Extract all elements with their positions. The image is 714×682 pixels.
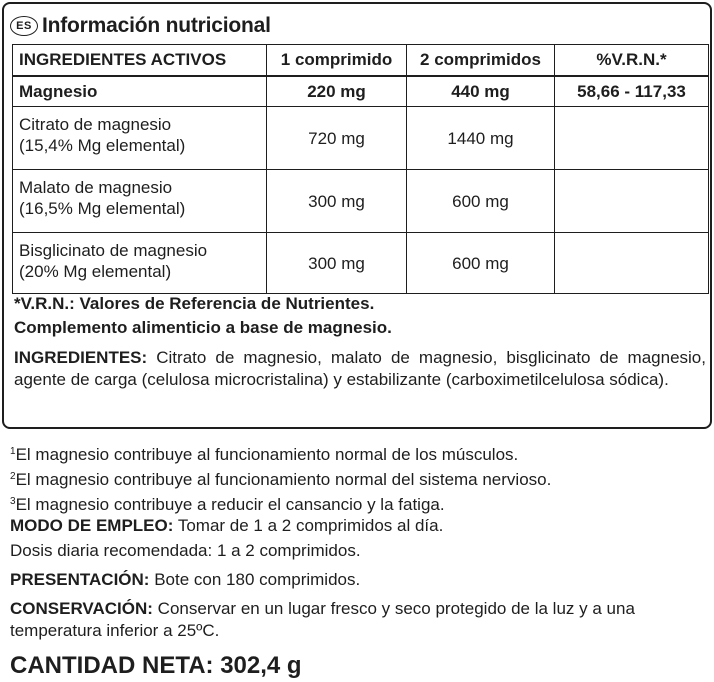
claim-text: El magnesio contribuye al funcionamiento normal del sistema nervioso. <box>15 470 552 489</box>
claim-item <box>10 441 551 466</box>
daily-dose: Dosis diaria recomendada: 1 a 2 comprimidos. <box>10 541 361 560</box>
vrn-percent: 58,66 - 117,33 <box>555 76 709 107</box>
ingredient-detail-line: (16,5% Mg elemental) <box>19 199 186 218</box>
claim-number: 2 <box>10 471 16 482</box>
presentation-text: Bote con 180 comprimidos. <box>149 570 361 589</box>
panel-header <box>10 12 271 40</box>
table-header-row <box>13 45 709 76</box>
language-badge: ES <box>10 16 38 36</box>
health-claims <box>10 441 551 516</box>
panel-title: Información nutricional <box>42 14 271 37</box>
conservation-label: CONSERVACIÓN: <box>10 599 153 618</box>
dose-two-tablets: 1440 mg <box>407 107 555 170</box>
claim-item <box>10 491 551 516</box>
ingredient-name <box>13 107 267 170</box>
column-header: 1 comprimido <box>267 45 407 76</box>
ingredient-detail-line: (20% Mg elemental) <box>19 262 172 281</box>
vrn-percent <box>555 107 709 170</box>
presentation-label: PRESENTACIÓN: <box>10 570 150 589</box>
ingredient-name-line: Bisglicinato de magnesio <box>19 241 208 260</box>
ingredient-name-line: Citrato de magnesio <box>19 115 172 134</box>
ingredients-paragraph <box>14 347 706 391</box>
ingredient-name: Magnesio <box>13 76 267 107</box>
table-row <box>13 170 709 233</box>
usage-instructions <box>10 515 443 537</box>
vrn-percent <box>555 170 709 233</box>
table-row <box>13 76 709 107</box>
ingredient-detail-line: (15,4% Mg elemental) <box>19 136 186 155</box>
vrn-definition: *V.R.N.: Valores de Referencia de Nutrientes. <box>14 294 375 313</box>
presentation-info <box>10 569 360 591</box>
table-row <box>13 107 709 170</box>
dose-one-tablet: 720 mg <box>267 107 407 170</box>
claim-text: El magnesio contribuye a reducir el cansancio y la fatiga. <box>15 495 445 514</box>
claim-number: 1 <box>10 446 16 457</box>
column-header: 2 comprimidos <box>407 45 555 76</box>
dose-two-tablets: 440 mg <box>407 76 555 107</box>
supplement-statement: Complemento alimenticio a base de magnesio. <box>14 318 392 337</box>
dose-one-tablet: 300 mg <box>267 170 407 233</box>
dose-two-tablets: 600 mg <box>407 233 555 294</box>
table-row <box>13 233 709 294</box>
ingredients-text: Citrato de magnesio, malato de magnesio, bisglicinato de magnesio, agente de carga (celulosa microcristalina) y estabilizante (carboximetilcelulosa sódica). <box>14 348 706 389</box>
usage-text: Tomar de 1 a 2 comprimidos al día. <box>173 516 444 535</box>
vrn-percent <box>555 233 709 294</box>
usage-label: MODO DE EMPLEO: <box>10 516 174 535</box>
ingredient-name-line: Malato de magnesio <box>19 178 173 197</box>
conservation-text: Conservar en un lugar fresco y seco protegido de la luz y a una temperatura inferior a 25ºC. <box>10 599 635 640</box>
claim-item <box>10 466 551 491</box>
conservation-info <box>10 598 702 642</box>
ingredient-name <box>13 170 267 233</box>
dose-one-tablet: 220 mg <box>267 76 407 107</box>
column-header: %V.R.N.* <box>555 45 709 76</box>
column-header: INGREDIENTES ACTIVOS <box>13 45 267 76</box>
ingredients-label: INGREDIENTES: <box>14 348 148 367</box>
claim-number: 3 <box>10 496 16 507</box>
dose-two-tablets: 600 mg <box>407 170 555 233</box>
dose-one-tablet: 300 mg <box>267 233 407 294</box>
nutrition-info-panel <box>2 2 712 429</box>
nutrition-table <box>12 44 709 294</box>
ingredient-name <box>13 233 267 294</box>
net-quantity: CANTIDAD NETA: 302,4 g <box>10 652 302 679</box>
claim-text: El magnesio contribuye al funcionamiento normal de los músculos. <box>15 445 519 464</box>
table-footnotes <box>14 292 392 340</box>
